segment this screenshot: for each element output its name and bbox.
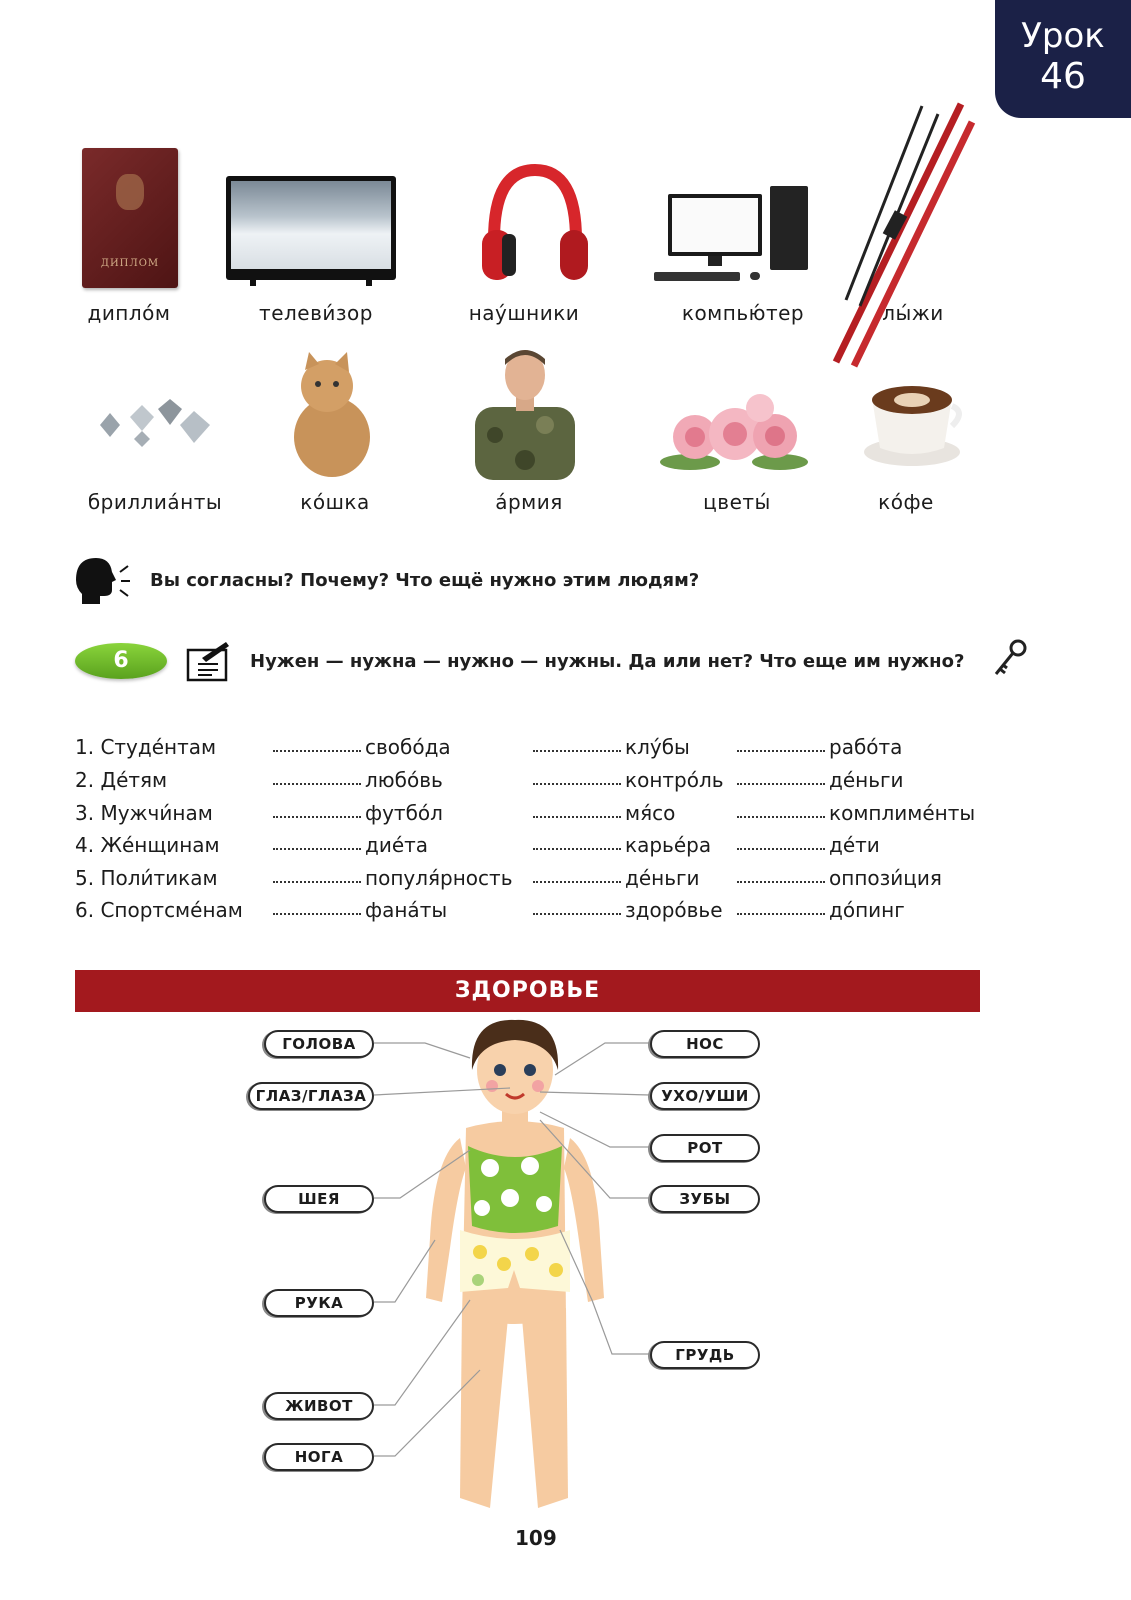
- body-label-belly: ЖИВОТ: [264, 1392, 374, 1420]
- row-subject: 5. Поли́тикам: [75, 866, 218, 890]
- row-noun: дие́та: [365, 833, 429, 857]
- row-noun: де́ньги: [625, 866, 700, 890]
- body-label-arm: РУКА: [264, 1289, 374, 1317]
- body-label-neck: ШЕЯ: [264, 1185, 374, 1213]
- vocab-word: а́рмия: [495, 490, 563, 514]
- body-label-leg: НОГА: [264, 1443, 374, 1471]
- row-noun: клу́бы: [625, 735, 690, 759]
- exercise-instruction: Нужен — нужна — нужно — нужны. Да или нет? Что еще им нужно?: [250, 651, 965, 672]
- row-noun: де́ньги: [829, 768, 904, 792]
- lesson-number: 46: [1040, 56, 1086, 97]
- diploma-cover-text: ДИПЛОМ: [100, 258, 160, 269]
- row-subject: 6. Спортсме́нам: [75, 898, 243, 922]
- row-subject: 4. Же́нщинам: [75, 833, 220, 857]
- row-noun: свобо́да: [365, 735, 451, 759]
- vocab-word: бриллиа́нты: [87, 490, 223, 514]
- row-noun: де́ти: [829, 833, 880, 857]
- body-label-head: ГОЛОВА: [264, 1030, 374, 1058]
- row-noun: карье́ра: [625, 833, 712, 857]
- body-label-mouth: РОТ: [650, 1134, 760, 1162]
- row-noun: контро́ль: [625, 768, 724, 792]
- row-noun: здоро́вье: [625, 898, 723, 922]
- health-banner: ЗДОРОВЬЕ: [75, 970, 980, 1012]
- row-noun: фана́ты: [365, 898, 448, 922]
- row-subject: 2. Де́тям: [75, 768, 168, 792]
- body-label-nose: НОС: [650, 1030, 760, 1058]
- row-noun: до́пинг: [829, 898, 905, 922]
- body-label-teeth: ЗУБЫ: [650, 1185, 760, 1213]
- vocab-word: дипло́м: [87, 301, 171, 325]
- row-noun: любо́вь: [365, 768, 443, 792]
- row-noun: футбо́л: [365, 801, 443, 825]
- vocab-word: телеви́зор: [259, 301, 373, 325]
- row-noun: популя́рность: [365, 866, 513, 890]
- vocab-word: ко́фе: [878, 490, 934, 514]
- body-label-eye: ГЛАЗ/ГЛАЗА: [248, 1082, 374, 1110]
- row-noun: рабо́та: [829, 735, 903, 759]
- body-label-chest: ГРУДЬ: [650, 1341, 760, 1369]
- body-label-ear: УХО/УШИ: [650, 1082, 760, 1110]
- exercise-number-badge: 6: [75, 643, 167, 679]
- row-subject: 3. Мужчи́нам: [75, 801, 213, 825]
- row-subject: 1. Студе́нтам: [75, 735, 217, 759]
- vocab-word: ко́шка: [300, 490, 370, 514]
- vocab-word: цветы́: [703, 490, 771, 514]
- row-noun: оппози́ция: [829, 866, 942, 890]
- vocab-word: нау́шники: [468, 301, 580, 325]
- page-number: 109: [515, 1526, 557, 1550]
- row-noun: комплиме́нты: [829, 801, 976, 825]
- lesson-word: Урок: [1021, 16, 1105, 56]
- vocab-word: компью́тер: [681, 301, 805, 325]
- row-noun: мя́со: [625, 801, 676, 825]
- vocab-word: лы́жи: [882, 301, 944, 325]
- discussion-prompt: Вы согласны? Почему? Что ещё нужно этим людям?: [150, 570, 700, 591]
